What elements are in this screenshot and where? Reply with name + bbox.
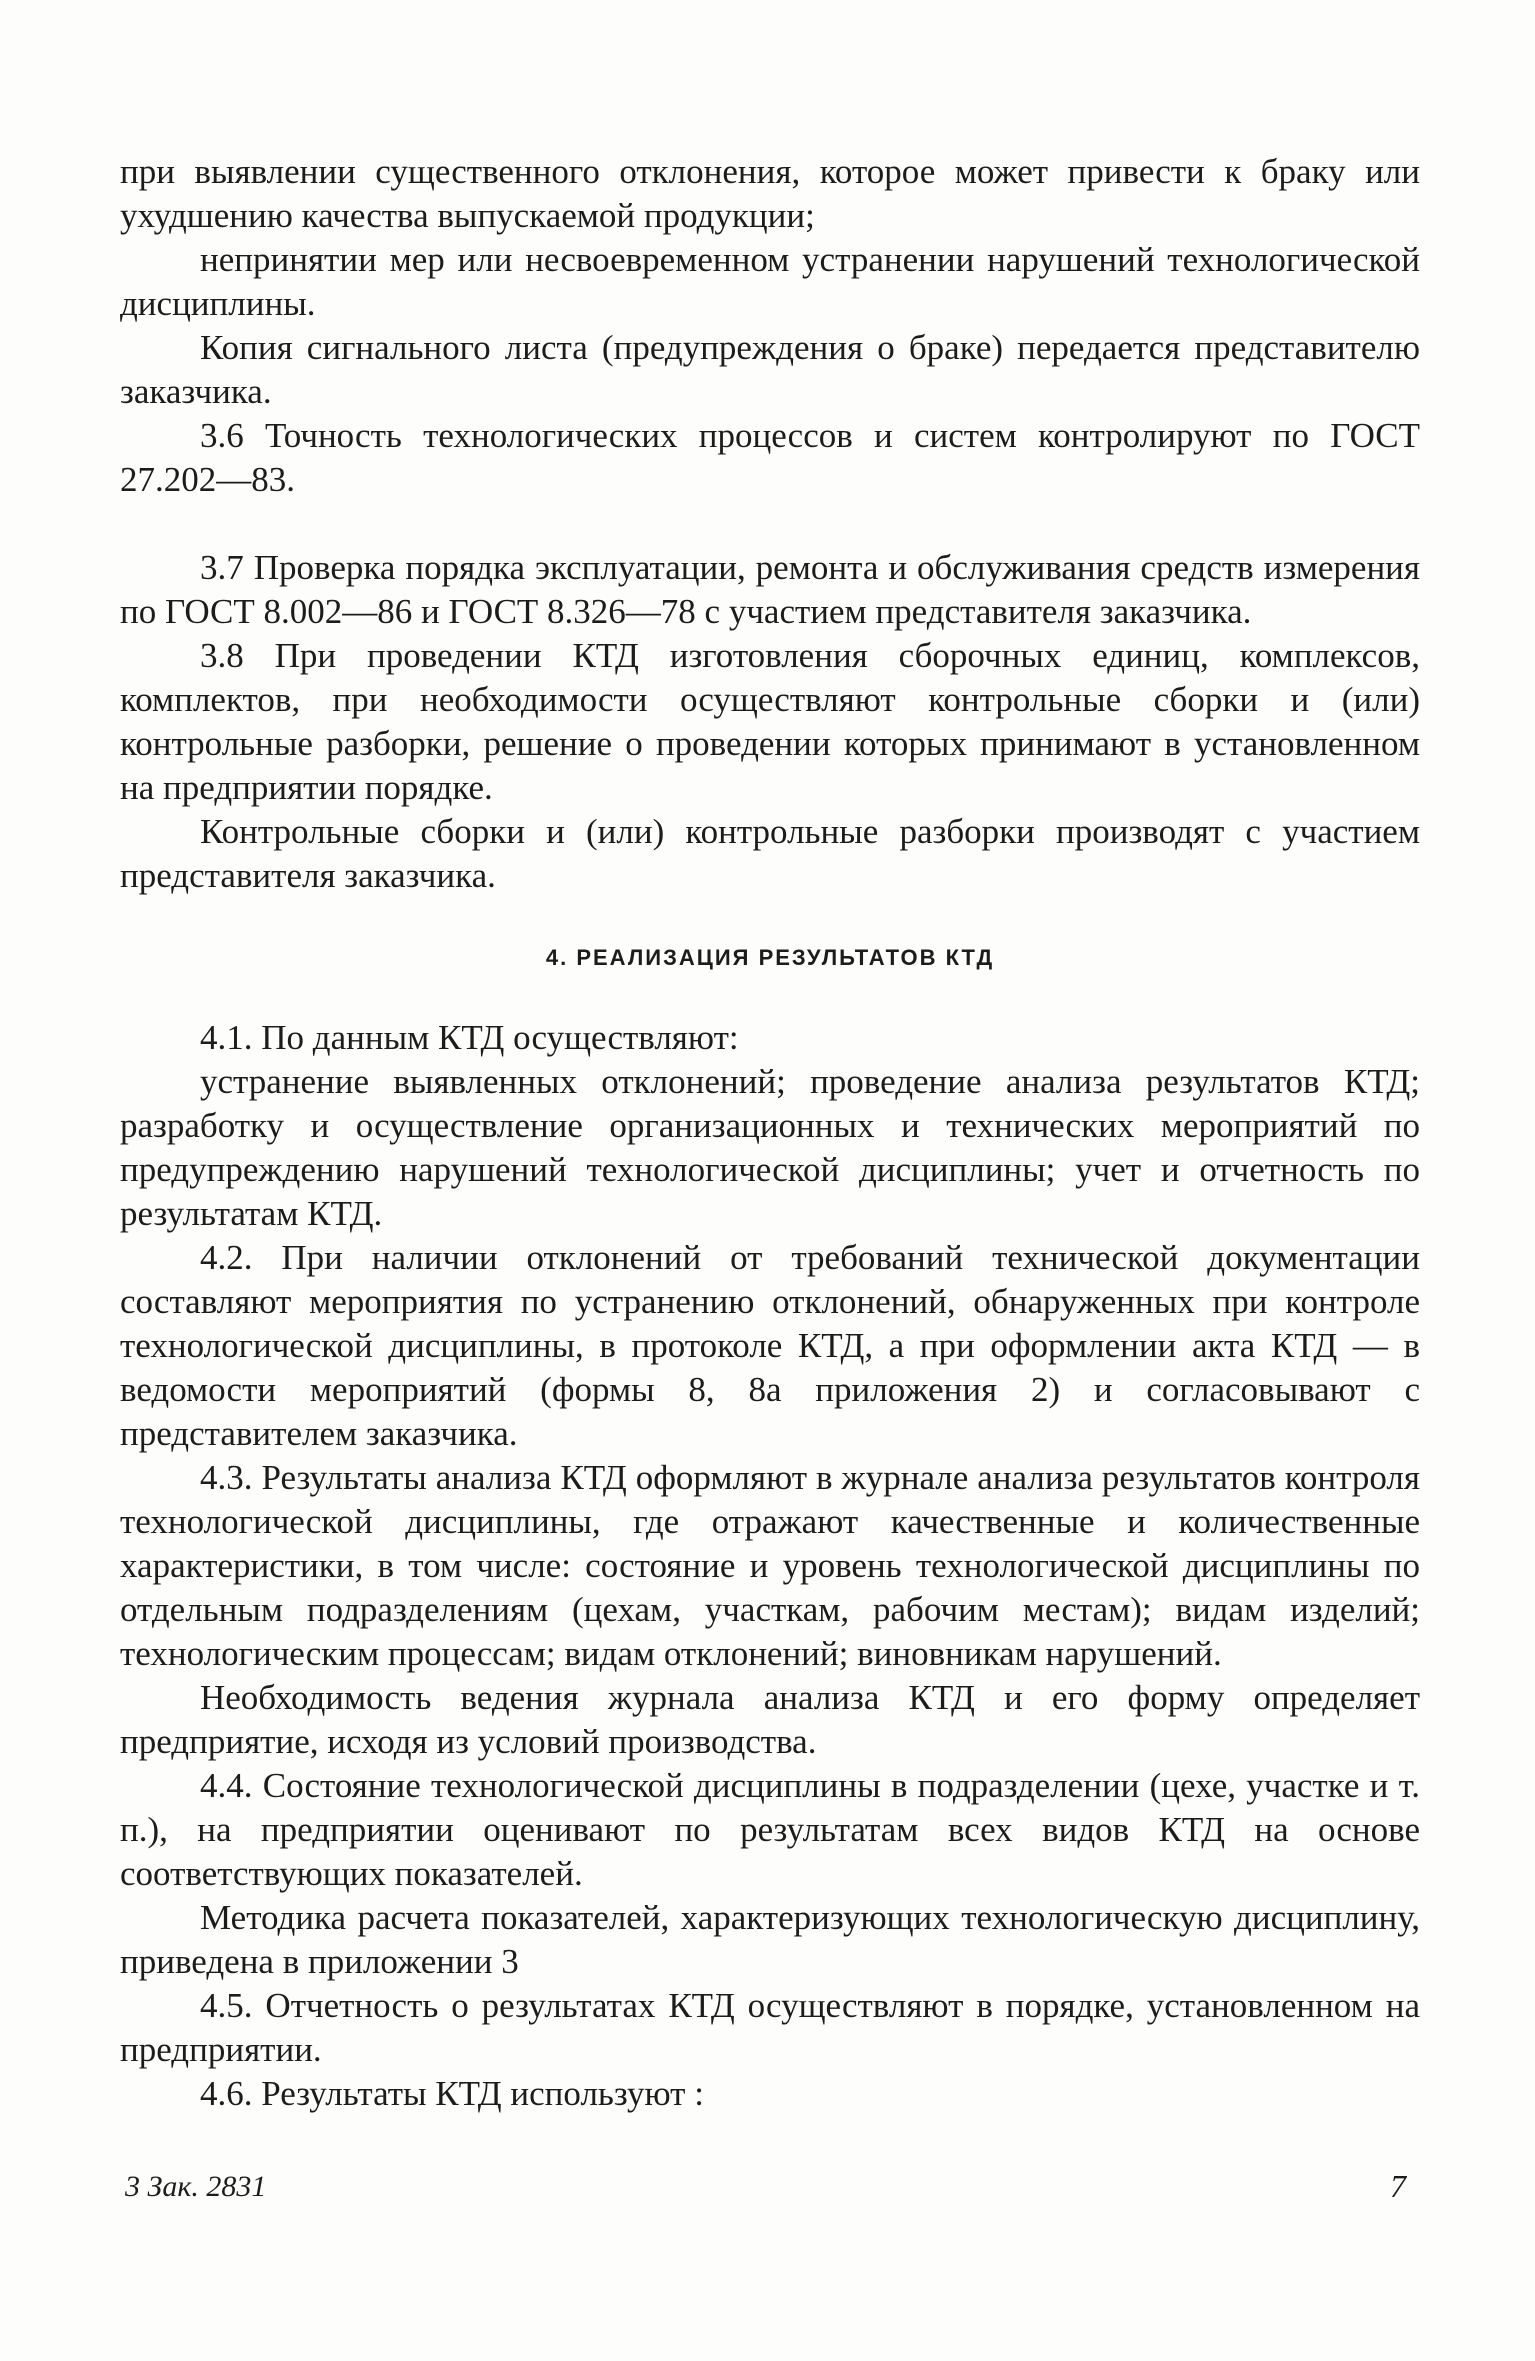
paragraph: 4.6. Результаты КТД используют :	[200, 2074, 704, 2113]
paragraph: 4.5. Отчетность о результатах КТД осуществляют в порядке, установленном на предприятии.	[120, 1986, 1420, 2069]
paragraph: Необходимость ведения журнала анализа КТД и его форму определяет предприятие, исходя из условий производства.	[120, 1678, 1420, 1761]
paragraph: Методика расчета показателей, характеризующих технологическую дисциплину, приведена в приложении 3	[120, 1898, 1420, 1981]
paragraph: 4.1. По данным КТД осуществляют:	[200, 1018, 739, 1057]
paragraph: 3.8 При проведении КТД изготовления сборочных единиц, комплексов, комплектов, при необходимости осуществляют контрольные сборки и (или) контрольные разборки, решение о проведении которых принимают в установленном на предприятии порядке.	[120, 636, 1420, 807]
paragraph: 4.3. Результаты анализа КТД оформляют в журнале анализа результатов контроля технологической дисциплины, где отражают качественные и количественные характеристики, в том числе: состояние и уровень технологической дисциплины по отдельным подразделениям (цехам, участкам, рабочим местам); видам изделий; технологическим процессам; видам отклонений; виновникам нарушений.	[120, 1458, 1420, 1673]
paragraph: Копия сигнального листа (предупреждения о браке) передается представителю заказчика.	[120, 328, 1420, 411]
paragraph: 4.2. При наличии отклонений от требований технической документации составляют мероприятия по устранению отклонений, обнаруженных при контроле технологической дисциплины, в протоколе КТД, а при оформлении акта КТД — в ведомости мероприятий (формы 8, 8а приложения 2) и согласовывают с представителем заказчика.	[120, 1238, 1420, 1453]
paragraph: 3.6 Точность технологических процессов и систем контролируют по ГОСТ 27.202—83.	[120, 416, 1420, 499]
paragraph: 3.7 Проверка порядка эксплуатации, ремонта и обслуживания средств измерения по ГОСТ 8.002—86 и ГОСТ 8.326—78 с участием представителя заказчика.	[120, 548, 1420, 631]
paragraph: при выявлении существенного отклонения, которое может привести к браку или ухудшению качества выпускаемой продукции;	[120, 152, 1420, 235]
paragraph: Контрольные сборки и (или) контрольные разборки производят с участием представителя заказчика.	[120, 812, 1420, 895]
document-body	[120, 150, 1420, 2116]
paragraph: 4.4. Состояние технологической дисциплины в подразделении (цехе, участке и т. п.), на предприятии оценивают по результатам всех видов КТД на основе соответствующих показателей.	[120, 1766, 1420, 1893]
paragraph: устранение выявленных отклонений; проведение анализа результатов КТД; разработку и осуществление организационных и технических мероприятий по предупреждению нарушений технологической дисциплины; учет и отчетность по результатам КТД.	[120, 1062, 1420, 1233]
footer-order-number: 3 Зак. 2831	[125, 2170, 267, 2203]
page-number: 7	[1390, 2168, 1406, 2204]
section-heading: 4. РЕАЛИЗАЦИЯ РЕЗУЛЬТАТОВ КТД	[545, 945, 995, 970]
paragraph: непринятии мер или несвоевременном устранении нарушений технологической дисциплины.	[120, 240, 1420, 323]
